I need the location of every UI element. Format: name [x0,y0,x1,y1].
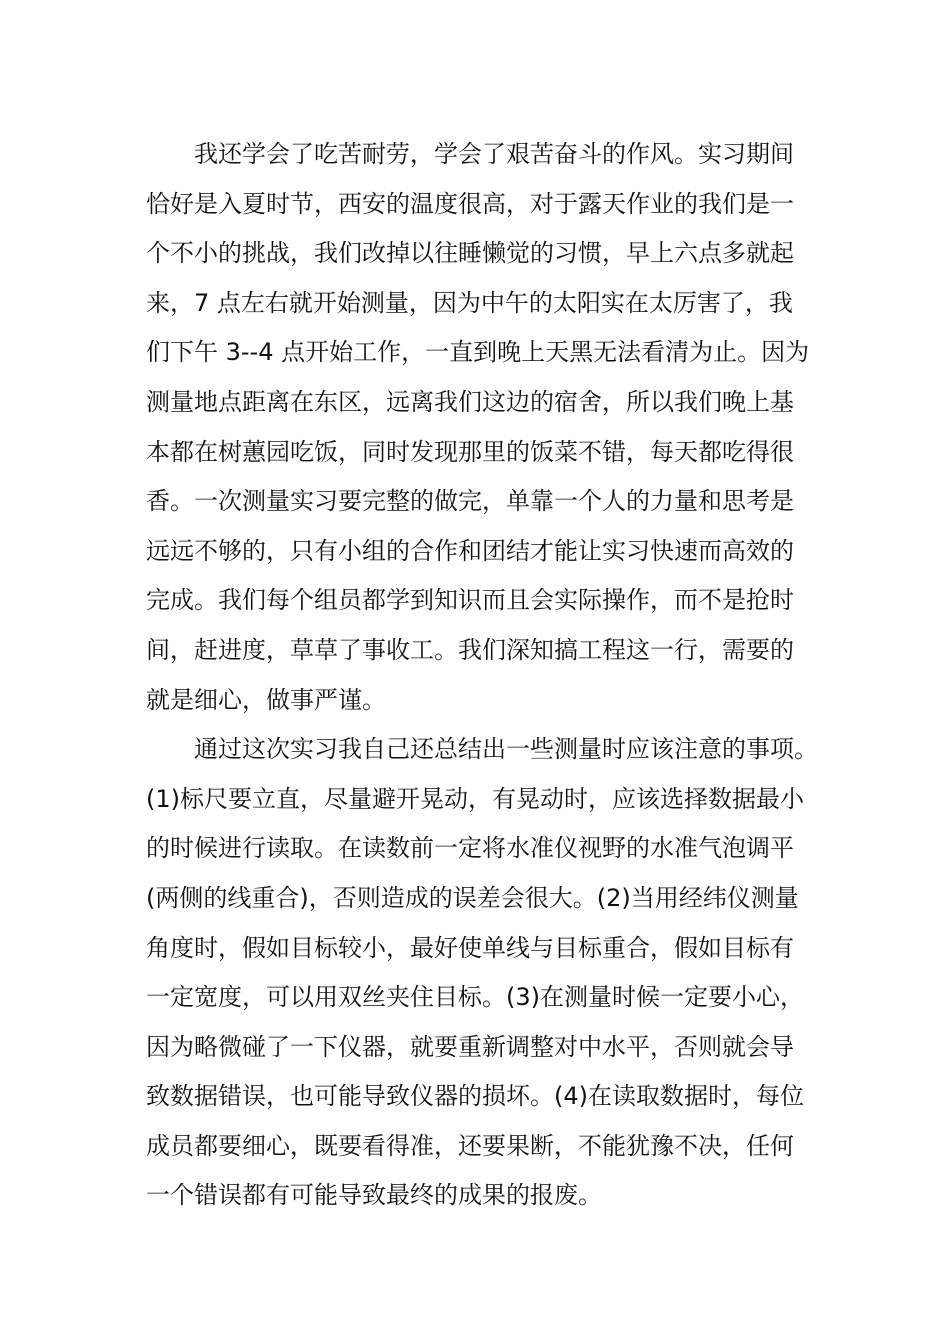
text-line: 本都在树蕙园吃饭，同时发现那里的饭菜不错，每天都吃得很 [146,437,794,466]
text-line: 一定宽度，可以用双丝夹住目标。(3)在测量时候一定要小心， [146,983,804,1012]
text-line: 角度时，假如目标较小，最好使单线与目标重合，假如目标有 [146,933,794,962]
text-line: 因为略微碰了一下仪器，就要重新调整对中水平，否则就会导 [146,1032,794,1061]
text-line: (两侧的线重合)，否则造成的误差会很大。(2)当用经纬仪测量 [146,883,799,912]
text-line: 的时候进行读取。在读数前一定将水准仪视野的水准气泡调平 [146,834,794,863]
text-line: 成员都要细心，既要看得准，还要果断，不能犹豫不决，任何 [146,1131,794,1160]
text-line: 恰好是入夏时节，西安的温度很高，对于露天作业的我们是一 [146,189,794,218]
paragraph-hardship [146,130,810,725]
text-line: 致数据错误，也可能导致仪器的损坏。(4)在读取数据时，每位 [146,1082,804,1111]
text-line: 通过这次实习我自己还总结出一些测量时应该注意的事项。 [194,735,818,764]
text-line: 完成。我们每个组员都学到知识而且会实际操作，而不是抢时 [146,586,794,615]
text-line: 我还学会了吃苦耐劳，学会了艰苦奋斗的作风。实习期间 [194,140,794,168]
text-line: 测量地点距离在东区，远离我们这边的宿舍，所以我们晚上基 [146,387,794,416]
text-line: (1)标尺要立直，尽量避开晃动，有晃动时，应该选择数据最小 [146,784,804,813]
document-body [146,130,818,1221]
text-line: 香。一次测量实习要完整的做完，单靠一个人的力量和思考是 [146,487,794,516]
text-line: 就是细心，做事严谨。 [146,685,386,714]
paragraph-precautions [146,725,818,1221]
text-line: 一个错误都有可能导致最终的成果的报废。 [146,1181,602,1210]
text-line: 来，7 点左右就开始测量，因为中午的太阳实在太厉害了，我 [146,288,793,317]
text-line: 们下午 3--4 点开始工作，一直到晚上天黑无法看清为止。因为 [146,338,810,367]
text-line: 个不小的挑战，我们改掉以往睡懒觉的习惯，早上六点多就起 [146,239,794,268]
text-line: 间，赶进度，草草了事收工。我们深知搞工程这一行，需要的 [146,635,794,664]
text-line: 远远不够的，只有小组的合作和团结才能让实习快速而高效的 [146,536,794,565]
